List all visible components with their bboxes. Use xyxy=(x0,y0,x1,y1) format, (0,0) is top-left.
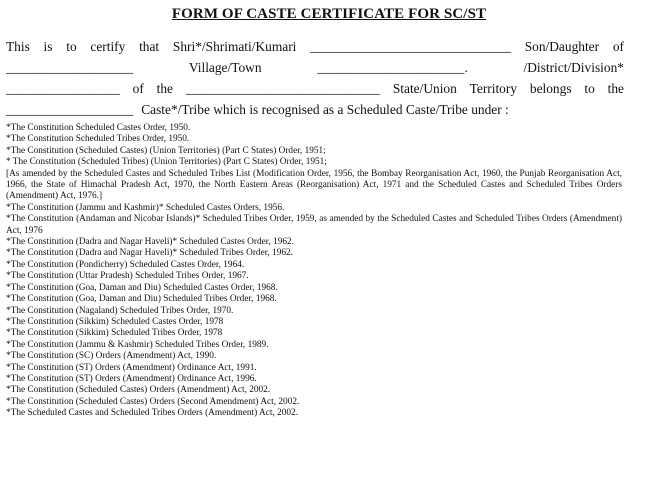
certify-word: to xyxy=(584,81,595,96)
order-item: *The Constitution (Nagaland) Scheduled Tribes Order, 1970. xyxy=(6,305,234,316)
order-item: *The Constitution (Scheduled Castes) Orders (Second Amendment) Act, 2002. xyxy=(6,396,300,407)
certify-word: of xyxy=(132,81,144,96)
parent-blank: ___________________ xyxy=(6,60,134,75)
certify-word: State/Union xyxy=(392,81,457,96)
order-item: *The Constitution (ST) Orders (Amendment) Ordinance Act, 1991. xyxy=(6,362,257,373)
order-item: *The Constitution (Goa, Daman and Diu) Scheduled Castes Order, 1968. xyxy=(6,282,278,293)
certify-word: Territory xyxy=(469,81,518,96)
order-item: *The Constitution (Andaman and Nicobar Islands)* Scheduled Tribes Order, 1959, as amended by the Scheduled Castes and Scheduled Tribes Orders (Amendment) Act, 1976 xyxy=(6,214,622,236)
certify-word: /District/Division* xyxy=(523,60,624,75)
certify-word: certify xyxy=(90,39,126,54)
order-item: *The Constitution (Pondicherry) Scheduled Castes Order, 1964. xyxy=(6,259,245,270)
order-item: *The Constitution (Jammu and Kashmir)* Scheduled Castes Orders, 1956. xyxy=(6,202,285,213)
certification-paragraph xyxy=(6,36,624,120)
order-item: *The Constitution (Uttar Pradesh) Scheduled Tribes Order, 1967. xyxy=(6,271,249,282)
order-item: *The Constitution (Dadra and Nagar Haveli)* Scheduled Castes Order, 1962. xyxy=(6,237,295,248)
certify-word: Village/Town xyxy=(188,60,262,75)
order-item: *The Scheduled Castes and Scheduled Tribes Orders (Amendment) Act, 2002. xyxy=(6,408,299,419)
order-item: *The Constitution Scheduled Tribes Order, 1950. xyxy=(6,134,190,145)
certify-word: Son/Daughter xyxy=(524,39,600,54)
certify-word: the xyxy=(607,81,624,96)
certify-word: the xyxy=(156,81,173,96)
name-blank: ______________________________ xyxy=(310,39,511,54)
order-item: *The Constitution (Jammu & Kashmir) Scheduled Tribes Order, 1989. xyxy=(6,339,269,350)
order-item: *The Constitution (SC) Orders (Amendment) Act, 1990. xyxy=(6,351,217,362)
certify-word: belongs xyxy=(529,81,572,96)
order-item: *The Constitution Scheduled Castes Order, 1950. xyxy=(6,123,191,133)
certify-line xyxy=(6,78,624,99)
state-blank: _____________________________ xyxy=(185,81,380,96)
order-item: * The Constitution (Scheduled Tribes) (Union Territories) (Part C States) Order, 1951; xyxy=(6,157,327,168)
order-item: *The Constitution (Scheduled Castes) Orders (Amendment) Act, 2002. xyxy=(6,385,271,396)
order-item: *The Constitution (Scheduled Castes) (Union Territories) (Part C States) Order, 1951; xyxy=(6,145,326,156)
order-item: *The Constitution (Sikkim) Scheduled Castes Order, 1978 xyxy=(6,316,224,327)
certify-word: of xyxy=(612,39,624,54)
certify-word: is xyxy=(43,39,53,54)
certify-line xyxy=(6,99,624,120)
certify-word: Shri*/Shrimati/Kumari xyxy=(172,39,297,54)
certify-word: that xyxy=(139,39,160,54)
certify-word: This xyxy=(6,39,30,54)
order-item: *The Constitution (ST) Orders (Amendment) Ordinance Act, 1996. xyxy=(6,373,257,384)
form-title: FORM OF CASTE CERTIFICATE FOR SC/ST xyxy=(171,6,487,22)
order-amendment-note: [As amended by the Scheduled Castes and Scheduled Tribes List (Modification Order, 1956, the Bombay Reorganisation Act, 1960, the Punjab Reorganisation Act, 1966, the State of Himachal Pradesh Act, 1970, the North Eastern Areas (Reorganisation) Act, 1971 and the Scheduled Castes and Scheduled Tribes Orders (Amendment) Act, 1976.] xyxy=(6,168,622,202)
order-item: *The Constitution (Sikkim) Scheduled Tribes Order, 1978 xyxy=(6,328,223,339)
certify-word: to xyxy=(66,39,77,54)
certify-line xyxy=(6,36,624,57)
order-item: *The Constitution (Goa, Daman and Diu) Scheduled Tribes Order, 1968. xyxy=(6,294,277,305)
order-item: *The Constitution (Dadra and Nagar Haveli)* Scheduled Tribes Order, 1962. xyxy=(6,248,293,259)
certify-line xyxy=(6,57,624,78)
orders-list xyxy=(6,123,622,420)
certify-text: Caste*/Tribe which is recognised as a Scheduled Caste/Tribe under : xyxy=(141,102,509,117)
caste-blank: ___________________ xyxy=(6,102,134,117)
district-blank: _________________ xyxy=(6,81,120,96)
village-blank: ______________________. xyxy=(317,60,468,75)
